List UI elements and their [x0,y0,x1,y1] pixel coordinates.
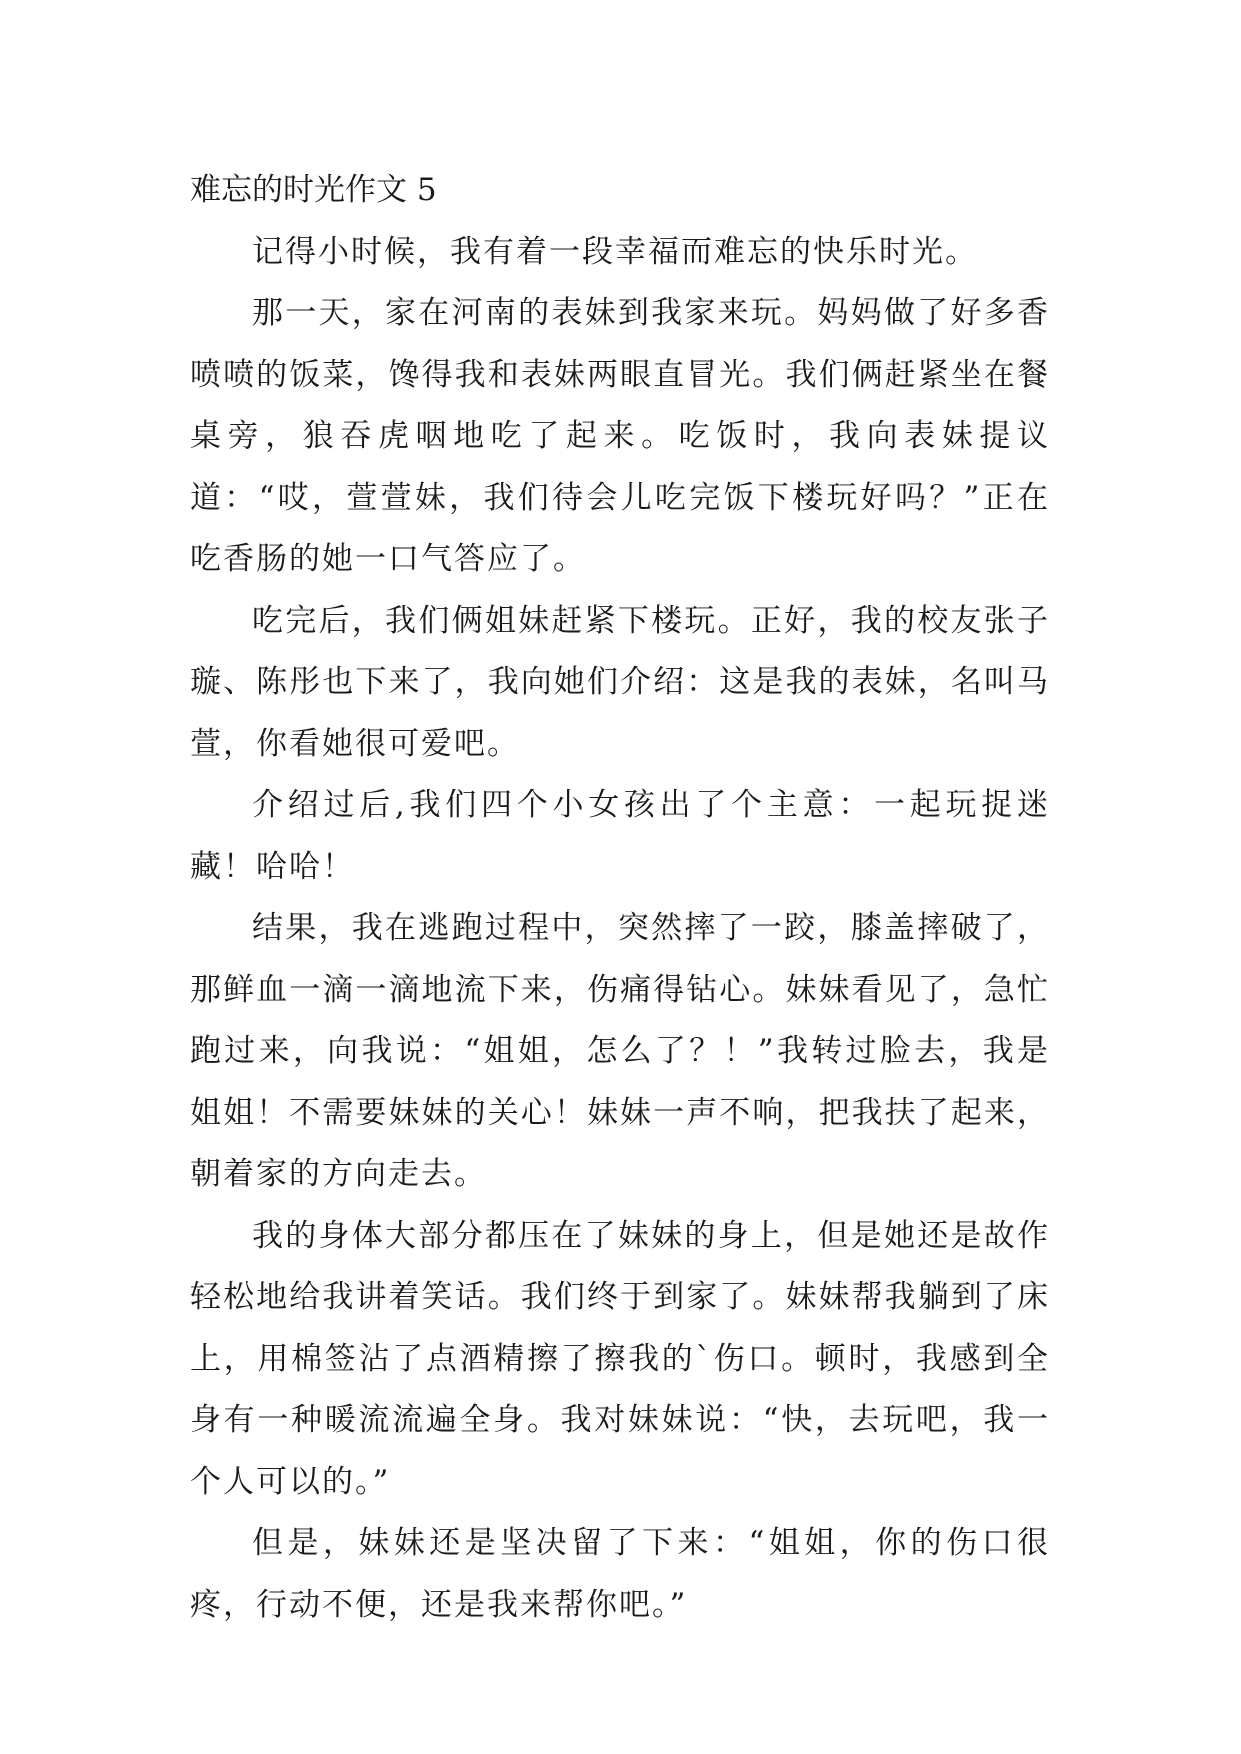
paragraph: 介绍过后,我们四个小女孩出了个主意：一起玩捉迷藏！哈哈！ [190,787,1050,885]
document-title: 难忘的时光作文 5 [190,172,437,208]
paragraph: 那一天，家在河南的表妹到我家来玩。妈妈做了好多香喷喷的饭菜，馋得我和表妹两眼直冒光。我们俩赶紧坐在餐桌旁，狼吞虎咽地吃了起来。吃饭时，我向表妹提议道：“哎，萱萱妹，我们待会儿吃完饭下楼玩好吗？”正在吃香肠的她一口气答应了。 [190,295,1050,577]
paragraph: 记得小时候，我有着一段幸福而难忘的快乐时光。 [252,233,978,270]
paragraph: 我的身体大部分都压在了妹妹的身上，但是她还是故作轻松地给我讲着笑话。我们终于到家了。妹妹帮我躺到了床上，用棉签沾了点酒精擦了擦我的`伤口。顿时，我感到全身有一种暖流流遍全身。我对妹妹说：“快，去玩吧，我一个人可以的。” [190,1217,1050,1500]
paragraph: 吃完后，我们俩姐妹赶紧下楼玩。正好，我的校友张子璇、陈彤也下来了，我向她们介绍：这是我的表妹，名叫马萱，你看她很可爱吧。 [190,602,1050,762]
paragraph: 结果，我在逃跑过程中，突然摔了一跤，膝盖摔破了，那鲜血一滴一滴地流下来，伤痛得钻心。妹妹看见了，急忙跑过来，向我说：“姐姐，怎么了？！”我转过脸去，我是姐姐！不需要妹妹的关心！妹妹一声不响，把我扶了起来，朝着家的方向走去。 [190,910,1050,1192]
paragraph: 但是，妹妹还是坚决留了下来：“姐姐，你的伤口很疼，行动不便，还是我来帮你吧。” [190,1525,1050,1623]
document-body [190,160,1050,1636]
